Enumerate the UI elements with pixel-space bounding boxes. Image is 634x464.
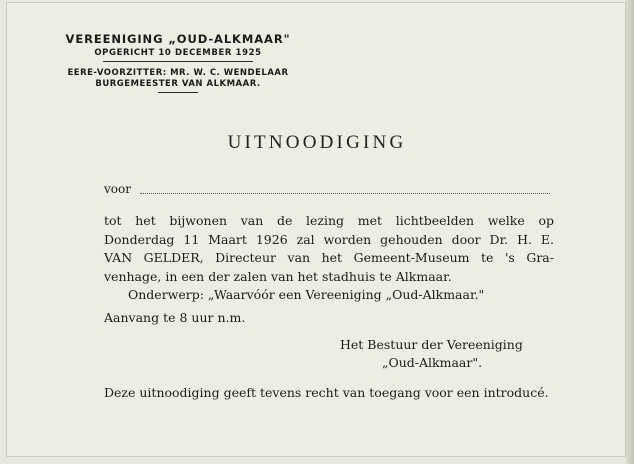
organization-name: VEREENIGING „OUD-ALKMAAR"	[65, 32, 291, 46]
recipient-dotted-line	[140, 193, 550, 194]
body-line: venhage, in een der zalen van het stadhuis te Alkmaar.	[104, 268, 452, 284]
page-edge	[626, 0, 634, 464]
signature-block	[340, 336, 570, 372]
signature-line: „Oud-Alkmaar".	[382, 355, 483, 370]
letterhead-divider	[103, 61, 253, 62]
body-line: Donderdag 11 Maart 1926 zal worden gehouden door Dr. H. E.	[104, 231, 554, 247]
lecture-subject: Onderwerp: „Waarvóór een Vereeniging „Oud-Alkmaar."	[128, 287, 485, 302]
letterhead	[62, 32, 294, 93]
recipient-field	[104, 182, 550, 198]
start-time: Aanvang te 8 uur n.m.	[104, 309, 246, 325]
honorary-chair: EERE-VOORZITTER: MR. W. C. WENDELAAR	[67, 68, 289, 78]
founded-date: OPGERICHT 10 DECEMBER 1925	[94, 48, 262, 58]
recipient-label: voor	[104, 182, 131, 196]
document-title: UITNOODIGING	[227, 132, 407, 153]
mayor-title: BURGEMEESTER VAN ALKMAAR.	[95, 79, 261, 89]
admission-note: Deze uitnoodiging geeft tevens recht van toegang voor een introducé.	[104, 385, 549, 400]
signature-line: Het Bestuur der Vereeniging	[340, 337, 523, 352]
letterhead-underline	[158, 92, 198, 93]
invitation-body	[104, 212, 554, 327]
body-line: VAN GELDER, Directeur van het Gemeent-Museum te 's Gra-	[104, 250, 554, 265]
body-line: tot het bijwonen van de lezing met lichtbeelden welke op	[104, 213, 554, 228]
